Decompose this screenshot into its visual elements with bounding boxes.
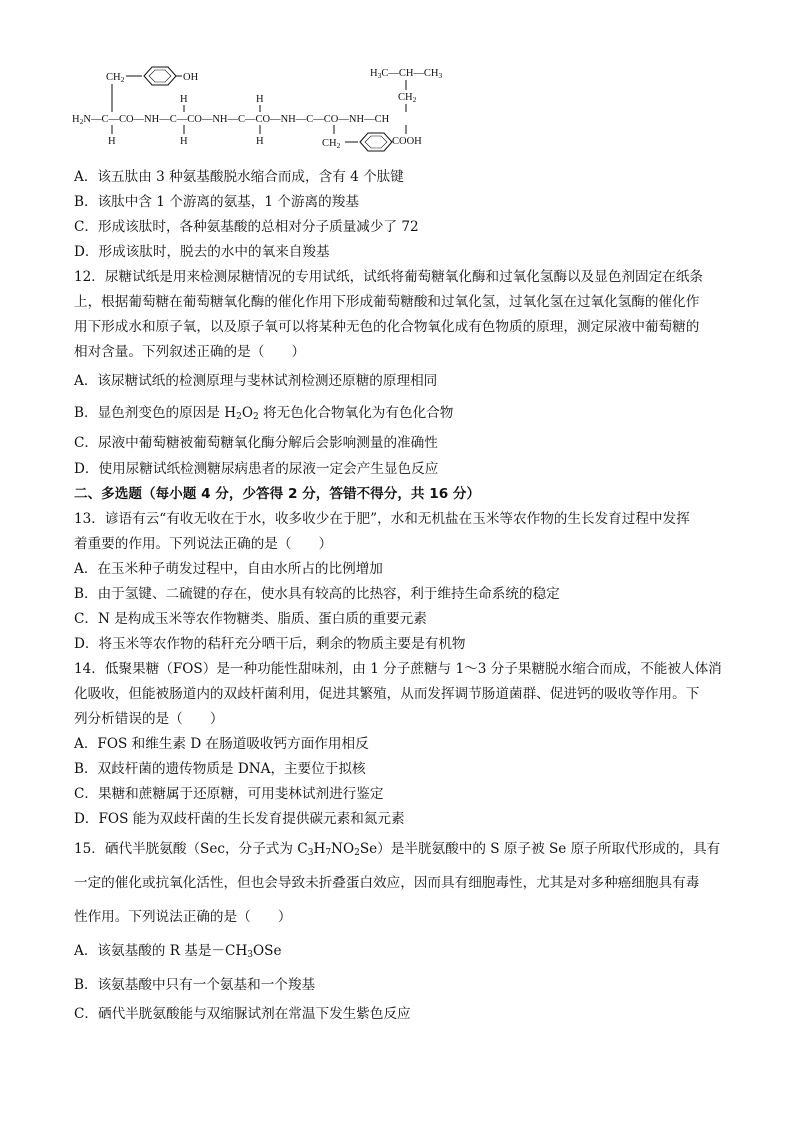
q13-stem-line-1: 13．谚语有云“有收无收在于水，收多收少在于肥”，水和无机盐在玉米等农作物的生长发育过程中发挥 — [74, 511, 690, 527]
q11-option-b: B．该肽中含 1 个游离的氨基，1 个游离的羧基 — [74, 194, 359, 210]
q12-option-b: B．显色剂变色的原因是 $H_2O_2$ 将无色化合物氧化为有色化合物 — [74, 405, 454, 422]
struct-cooh: COOH — [392, 136, 422, 147]
q15-option-b: B．该氨基酸中只有一个氨基和一个羧基 — [74, 977, 316, 993]
struct-ch2-top: CH2 — [106, 72, 125, 84]
q12-option-d: D．使用尿糖试纸检测糖尿病患者的尿液一定会产生显色反应 — [74, 461, 439, 477]
struct-backbone: H2N—C—CO—NH—C—CO—NH—C—CO—NH—C—CO—NH—CH — [72, 114, 390, 126]
q13-option-a: A．在玉米种子萌发过程中，自由水所占的比例增加 — [74, 561, 383, 577]
q15-option-c: C．硒代半胱氨酸能与双缩脲试剂在常温下发生紫色反应 — [74, 1006, 411, 1022]
q12-stem-line-1: 12．尿糖试纸是用来检测尿糖情况的专用试纸，试纸将葡萄糖氧化酶和过氧化氢酶以及显色剂固定在纸条 — [74, 269, 704, 285]
struct-ch2-chain: CH2 — [398, 92, 417, 104]
q13-option-b: B．由于氢键、二硫键的存在，使水具有较高的比热容，利于维持生命系统的稳定 — [74, 586, 560, 602]
struct-h3c: H3C—CH—CH3 — [370, 68, 443, 80]
pentapeptide-structure — [70, 62, 470, 162]
q15-stem-line-2: 一定的催化或抗氧化活性，但也会导致未折叠蛋白效应，因而具有细胞毒性，尤其是对多种癌细胞具有毒 — [74, 875, 700, 891]
q14-option-b: B．双歧杆菌的遗传物质是 DNA，主要位于拟核 — [74, 761, 366, 777]
struct-h-bottom-3: H — [256, 136, 264, 147]
q11-option-a: A．该五肽由 3 种氨基酸脱水缩合而成，含有 4 个肽键 — [74, 169, 404, 185]
section-heading-multiple-choice: 二、多选题（每小题 4 分，少答得 2 分，答错不得分，共 16 分） — [74, 486, 481, 502]
struct-h-top-2: H — [256, 94, 264, 105]
struct-oh: OH — [183, 72, 199, 83]
struct-ch2-bottom: CH2 — [322, 138, 341, 150]
q14-option-c: C．果糖和蔗糖属于还原糖，可用斐林试剂进行鉴定 — [74, 786, 384, 802]
q14-option-a: A．FOS 和维生素 D 在肠道吸收钙方面作用相反 — [74, 736, 369, 752]
structure-diagram — [70, 62, 470, 162]
question-text-area — [74, 165, 734, 1027]
q13-option-d: D．将玉米等农作物的秸秆充分晒干后，剩余的物质主要是有机物 — [74, 636, 466, 652]
q12-option-a: A．该尿糖试纸的检测原理与斐林试剂检测还原糖的原理相同 — [74, 373, 438, 389]
q11-option-c: C．形成该肽时，各种氨基酸的总相对分子质量减少了 72 — [74, 219, 419, 235]
struct-h-bottom-1: H — [108, 136, 116, 147]
struct-h-top-1: H — [180, 94, 188, 105]
q14-option-d: D．FOS 能为双歧杆菌的生长发育提供碳元素和氮元素 — [74, 811, 405, 827]
q15-stem-line-1: 15．硒代半胱氨酸（Sec，分子式为 $C_3H_7NO_2Se$）是半胱氨酸中的 S 原子被 Se 原子所取代形成的，具有 — [74, 841, 721, 858]
q13-stem-line-2: 着重要的作用。下列说法正确的是（ ） — [74, 536, 333, 552]
q14-stem-line-1: 14．低聚果糖（FOS）是一种功能性甜味剂，由 1 分子蔗糖与 1～3 分子果糖脱水缩合而成，不能被人体消 — [74, 661, 722, 677]
q12-stem-line-2: 上，根据葡萄糖在葡萄糖氧化酶的催化作用下形成葡萄糖酸和过氧化氢，过氧化氢在过氧化氢酶的催化作 — [74, 294, 700, 310]
q13-option-c: C．N 是构成玉米等农作物糖类、脂质、蛋白质的重要元素 — [74, 611, 427, 627]
struct-h-bottom-2: H — [180, 136, 188, 147]
q15-stem-line-3: 性作用。下列说法正确的是（ ） — [74, 909, 292, 925]
q14-stem-line-2: 化吸收，但能被肠道内的双歧杆菌利用，促进其繁殖，从而发挥调节肠道菌群、促进钙的吸收等作用。下 — [74, 686, 700, 702]
q14-stem-line-3: 列分析错误的是（ ） — [74, 711, 224, 727]
q11-option-d: D．形成该肽时，脱去的水中的氧来自羧基 — [74, 244, 330, 260]
q12-stem-line-4: 相对含量。下列叙述正确的是（ ） — [74, 344, 306, 360]
q12-stem-line-3: 用下形成水和原子氧，以及原子氧可以将某种无色的化合物氧化成有色物质的原理，测定尿液中葡萄糖的 — [74, 319, 700, 335]
q15-option-a: A．该氨基酸的 R 基是$-CH_3OSe$ — [74, 943, 282, 960]
q12-option-c: C．尿液中葡萄糖被葡萄糖氧化酶分解后会影响测量的准确性 — [74, 435, 438, 451]
